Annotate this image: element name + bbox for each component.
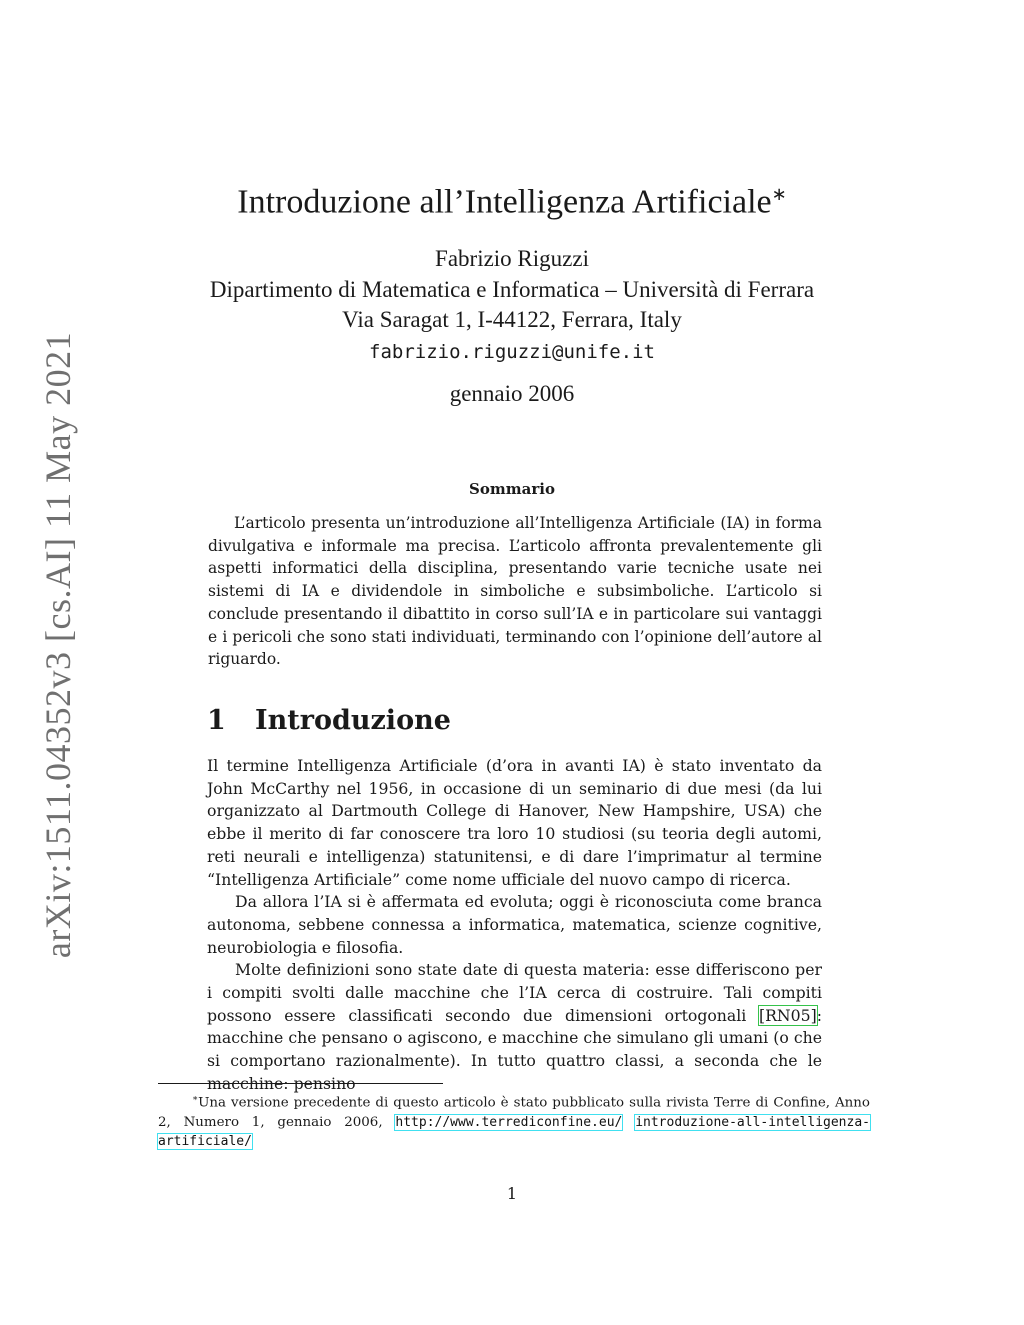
paper-title <box>0 174 1024 222</box>
section-title: Introduzione <box>255 705 451 736</box>
footnote-url-link[interactable]: http://www.terrediconfine.eu/ <box>395 1114 623 1130</box>
paper-title-text: Introduzione all’Intelligenza Artificiale <box>237 183 772 221</box>
arxiv-identifier-stamp: arXiv:1511.04352v3 [cs.AI] 11 May 2021 <box>38 331 78 959</box>
abstract-text: L’articolo presenta un’introduzione all’Intelligenza Artificiale (IA) in forma divulgativa e informale ma precisa. L’articolo affronta prevalentemente gli aspetti informatici della disciplina, presentando varie tecniche usate nei sistemi di IA e dividendole in simboliche e subsimboliche. L’articolo si conclude presentando il dibattito in corso sull’IA e in particolare sui vantaggi e i pericoli che sono stati individuati, terminando con l’opinione dell’autore al riguardo. <box>208 514 822 669</box>
section-body <box>207 755 822 1096</box>
author-affiliation: Dipartimento di Matematica e Informatica – Università di Ferrara <box>209 277 815 302</box>
title-footnote-mark[interactable]: ∗ <box>771 184 787 204</box>
author-address: Via Saragat 1, I-44122, Ferrara, Italy <box>342 307 682 332</box>
author-name: Fabrizio Riguzzi <box>435 246 589 271</box>
footnote-mark: ∗ <box>192 1094 199 1104</box>
paragraph-3 <box>207 959 822 1095</box>
section-number: 1 <box>207 705 226 736</box>
paragraph-3-text-start: Molte definizioni sono state date di questa materia: esse differiscono per i compiti svolti dalle macchine che l’IA cerca di costruire. Tali compiti possono essere classificati secondo due dimensioni ortogonali <box>207 960 822 1025</box>
paragraph-1: Il termine Intelligenza Artificiale (d’ora in avanti IA) è stato inventato da John McCarthy nel 1956, in occasione di un seminario di due mesi (da lui organizzato al Dartmouth College di Hanover, New Hampshire, USA) che ebbe il merito di far conoscere tra loro 10 studiosi (su teoria degli automi, reti neurali e intelligenza) statunitensi, e di dare l’imprimatur al termine “Intelligenza Artificiale” come nome ufficiale del nuovo campo di ricerca. <box>207 756 822 889</box>
page-number: 1 <box>506 1184 518 1203</box>
footnote-text: Una versione precedente di questo articolo è stato pubblicato sulla rivista Terre di Confine, Anno 2, Numero 1, gennaio 2006, <box>158 1095 870 1130</box>
section-heading <box>207 703 451 739</box>
footnote-url-link-continued[interactable]: introduzione-all-intelligenza-artificiale/ <box>158 1114 870 1150</box>
abstract-heading: Sommario <box>469 480 555 498</box>
footnote <box>158 1090 870 1152</box>
paper-date: gennaio 2006 <box>449 381 575 406</box>
paragraph-2: Da allora l’IA si è affermata ed evoluta; oggi è riconosciuta come branca autonoma, sebbene connessa a informatica, matematica, scienze cognitive, neurobiologia e filosofia. <box>207 892 822 957</box>
footnote-divider <box>158 1083 443 1084</box>
paragraph-3-text-end: : macchine che pensano o agiscono, e macchine che simulano gli umani (o che si comportano razionalmente). In tutto quattro classi, a seconda che le macchine: pensino <box>207 1005 822 1093</box>
author-email[interactable]: fabrizio.riguzzi@unife.it <box>369 341 655 363</box>
citation-link-rn05[interactable]: [RN05] <box>758 1005 817 1025</box>
